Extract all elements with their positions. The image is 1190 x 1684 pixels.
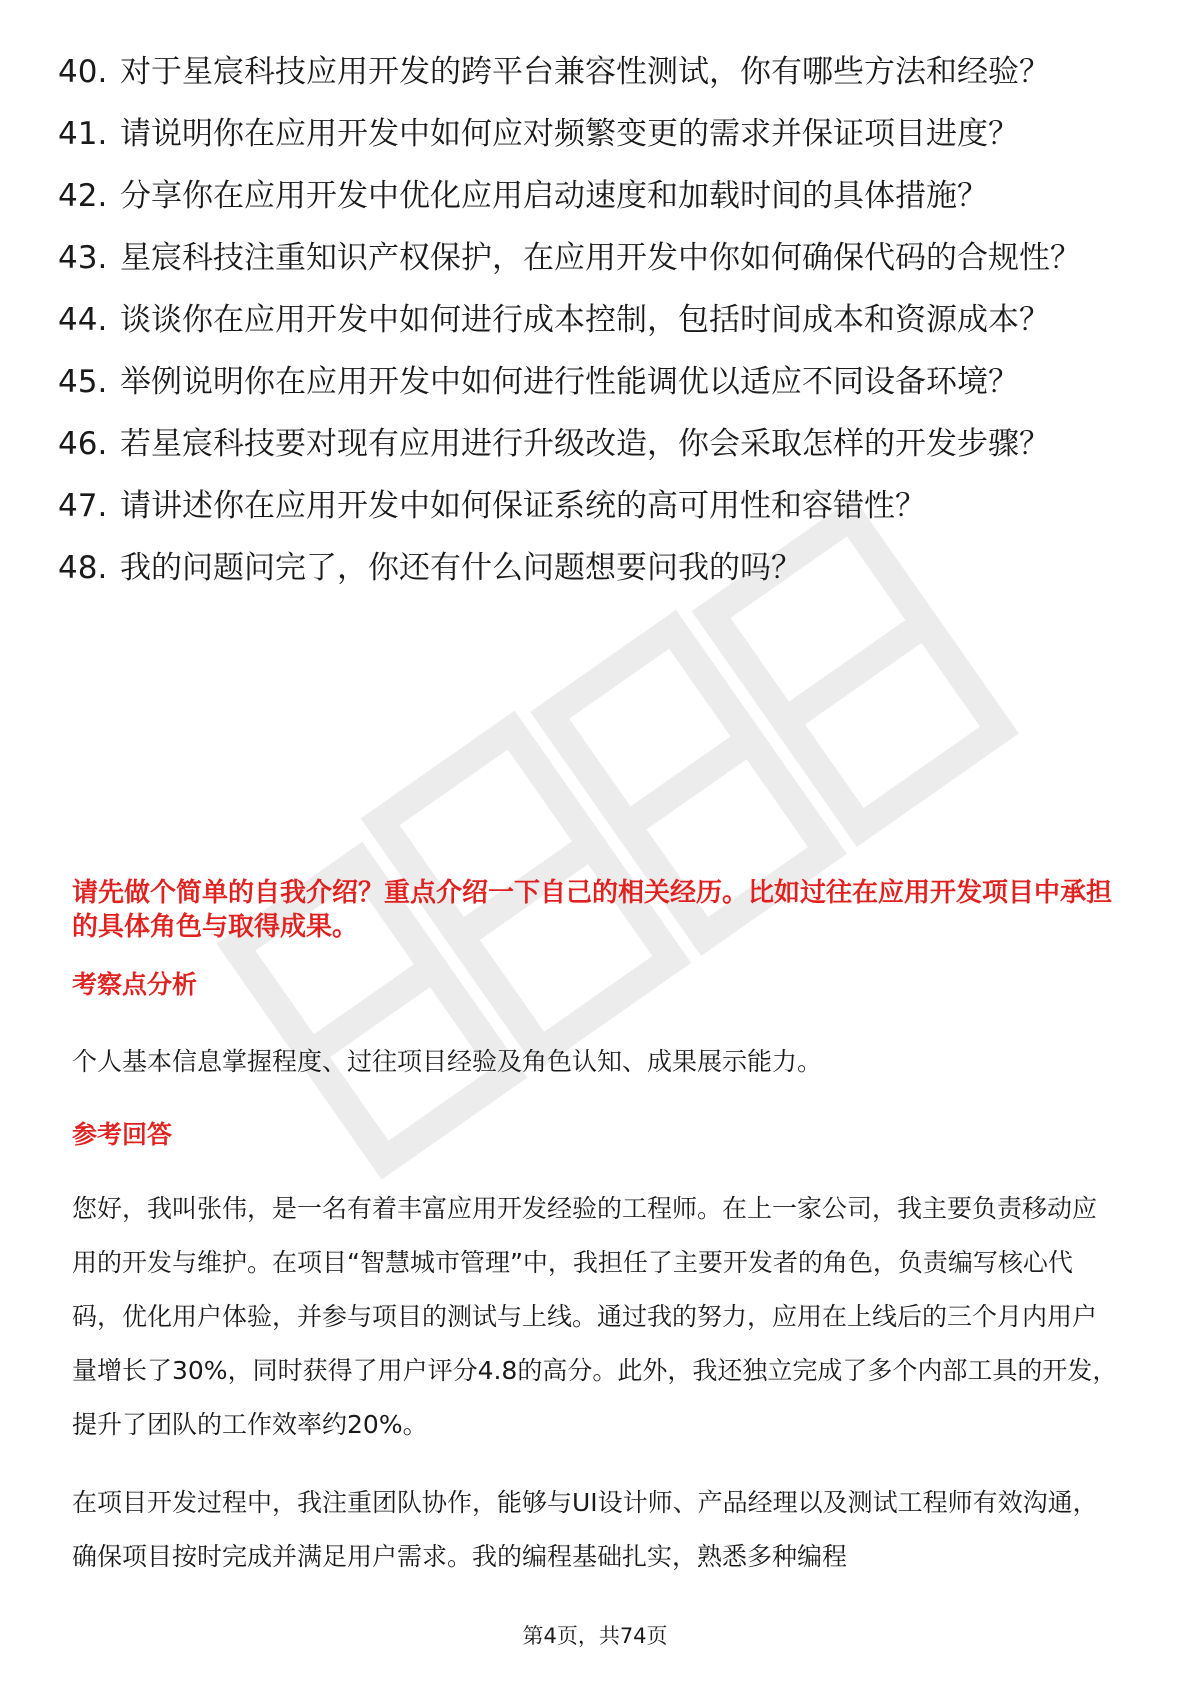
list-item (58, 114, 1118, 154)
list-item (58, 52, 1118, 92)
analysis-heading: 考察点分析 (72, 970, 198, 999)
question-number: 47. (58, 488, 108, 524)
answer-paragraph: 您好，我叫张伟，是一名有着丰富应用开发经验的工程师。在上一家公司，我主要负责移动应用的开发与维护。在项目“智慧城市管理”中，我担任了主要开发者的角色，负责编写核心代码，优化用户体验，并参与项目的测试与上线。通过我的努力，应用在上线后的三个月内用户量增长了30%，同时获得了用户评分4.8的高分。此外，我还独立完成了多个内部工具的开发，提升了团队的工作效率约20%。 (72, 1194, 1118, 1439)
question-text: 请说明你在应用开发中如何应对频繁变更的需求并保证项目进度？ (120, 116, 1019, 152)
list-item (58, 238, 1118, 278)
question-text: 谈谈你在应用开发中如何进行成本控制，包括时间成本和资源成本？ (120, 302, 1050, 338)
question-number: 44. (58, 302, 108, 338)
list-item (58, 300, 1118, 340)
question-text: 请讲述你在应用开发中如何保证系统的高可用性和容错性？ (120, 488, 926, 524)
question-text: 若星宸科技要对现有应用进行升级改造，你会采取怎样的开发步骤？ (120, 426, 1050, 462)
list-item (58, 548, 1118, 588)
question-text: 星宸科技注重知识产权保护，在应用开发中你如何确保代码的合规性？ (120, 240, 1081, 276)
question-text: 我的问题问完了，你还有什么问题想要问我的吗？ (120, 550, 802, 586)
answer-paragraph: 在项目开发过程中，我注重团队协作，能够与UI设计师、产品经理以及测试工程师有效沟通，确保项目按时完成并满足用户需求。我的编程基础扎实，熟悉多种编程 (72, 1488, 1098, 1571)
list-item (58, 176, 1118, 216)
intro-question-heading: 请先做个简单的自我介绍？重点介绍一下自己的相关经历。比如过往在应用开发项目中承担的具体角色与取得成果。 (72, 878, 1113, 942)
analysis-text: 个人基本信息掌握程度、过往项目经验及角色认知、成果展示能力。 (72, 1047, 823, 1076)
question-text: 分享你在应用开发中优化应用启动速度和加载时间的具体措施？ (120, 178, 988, 214)
question-number: 43. (58, 240, 108, 276)
question-number: 45. (58, 364, 108, 400)
question-number: 48. (58, 550, 108, 586)
question-list (58, 52, 1118, 610)
question-text: 举例说明你在应用开发中如何进行性能调优以适应不同设备环境？ (120, 364, 1019, 400)
list-item (58, 486, 1118, 526)
question-number: 40. (58, 54, 108, 90)
question-number: 41. (58, 116, 108, 152)
question-number: 46. (58, 426, 108, 462)
question-text: 对于星宸科技应用开发的跨平台兼容性测试，你有哪些方法和经验？ (120, 54, 1050, 90)
answer-heading: 参考回答 (72, 1120, 173, 1149)
question-number: 42. (58, 178, 108, 214)
page-footer: 第4页，共74页 (522, 1624, 668, 1648)
list-item (58, 362, 1118, 402)
list-item (58, 424, 1118, 464)
